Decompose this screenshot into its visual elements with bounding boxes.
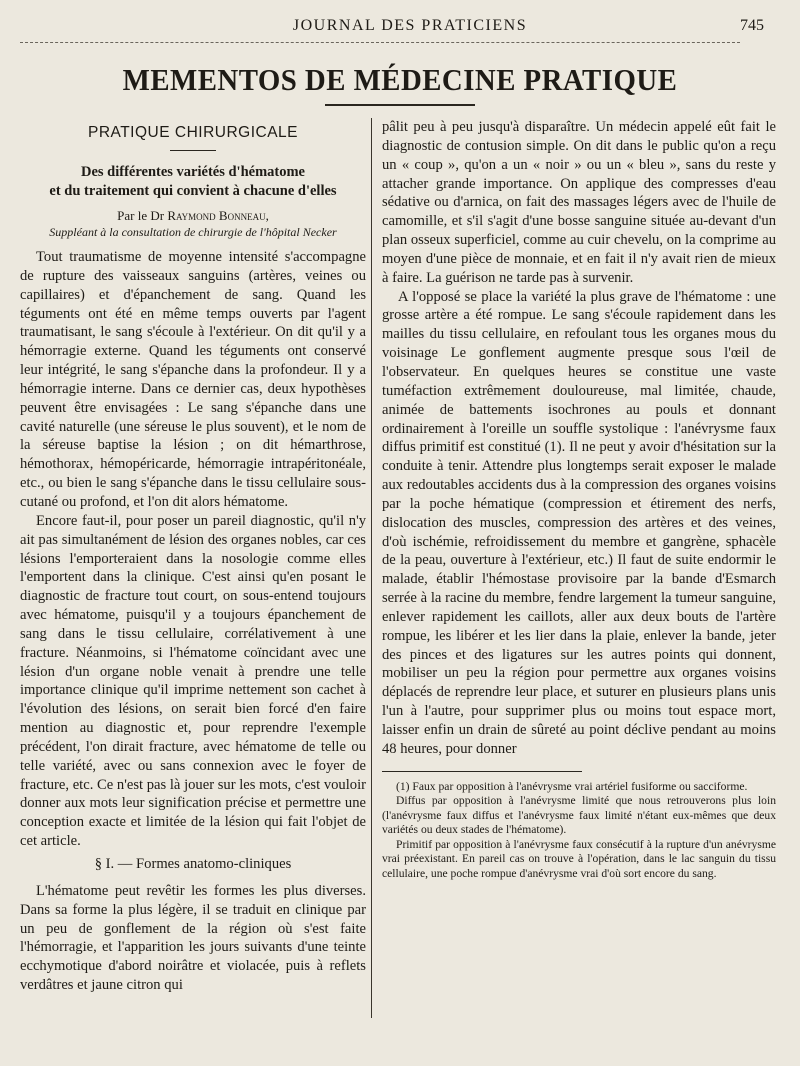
running-title: JOURNAL DES PRATICIENS <box>292 17 528 34</box>
running-head <box>0 14 800 38</box>
paragraph: Encore faut-il, pour poser un pareil diagnostic, qu'il n'y ait pas simultanément de lésion des organes nobles, car ces lésions l'emporteraient dans la nosologie comme elles l'emportent dans la clinique. C'est ainsi qu'en posant le diagnostic de fracture tout court, on sous-entend toujours avec hématome, puisqu'il y a toujours épanchement de sang dans le tissu cellulaire, corrélativement à une fracture. Néanmoins, si l'hématome coïncidant avec une lésion d'un organe noble venait à prendre une telle importance clinique qu'il imprime nettement son cachet à l'évolution des lésions, on serait bien forcé d'en faire mention au diagnostic et, pour reprendre l'exemple précédent, l'on dirait fracture, avec hématome de telle ou telle variété, avec ou sans connexion avec le foyer de fracture, etc. Ce n'est pas là jouer sur les mots, c'est vouloir donner aux mots leur signification précise et permettre une conception exacte et limitée de la lésion qui fait l'objet de cet article. <box>20 512 366 850</box>
article-title <box>20 163 366 201</box>
article-title-line-2: et du traitement qui convient à chacune d'elles <box>49 183 337 199</box>
footnote: Primitif par opposition à l'anévrysme faux consécutif à la rupture d'un anévrysme vrai préexistant. En pareil cas on trouve à l'opération, dans le lac sanguin du tissu cellulaire, une poche rompue d'anévrysme vrai d'où sort encore du sang. <box>382 837 776 880</box>
footnote: (1) Faux par opposition à l'anévrysme vrai artériel fusiforme ou sacciforme. <box>396 779 748 793</box>
author-prefix: Par le Dr <box>117 208 165 223</box>
page-number: 745 <box>740 17 764 34</box>
section-rule <box>170 150 216 151</box>
right-body <box>382 118 776 759</box>
left-body <box>20 248 366 995</box>
paragraph: pâlit peu à peu jusqu'à disparaître. Un médecin appelé eût fait le diagnostic de contusion simple. On dit dans le public qu'on a reçu un « coup », qu'on a un « noir » ou un « bleu », sans du reste y attacher grande importance. On applique des compresses d'eau sédative ou d'arnica, on fait des massages légers avec de l'huile de camomille, et s'il s'agit d'une bosse sanguine située au-devant d'un plan osseux superficiel, comme au cuir chevelu, on la comprime au moyen d'une pièce de monnaie, et en fait il n'y avait rien de mieux à faire. La guérison ne tarde pas à survenir. <box>382 119 776 286</box>
footnote: Diffus par opposition à l'anévrysme limité que nous retrouverons plus loin (l'anévrysme faux diffus et l'anévrysme faux limité n'étant eux-mêmes que deux variétés ou deux stades de l'hématome). <box>382 794 776 837</box>
paragraph: L'hématome peut revêtir les formes les plus diverses. Dans sa forme la plus légère, il se traduit en clinique par un peu de gonflement de la région où s'est faite l'hémorragie, et l'apparition les jours suivants d'une teinte ecchymotique d'abord noirâtre et violacée, puis à reflets verdâtres et jaune citron qui <box>20 882 366 994</box>
paragraph: A l'opposé se place la variété la plus grave de l'hématome : une grosse artère a été rompue. Le sang s'écoule rapidement dans les mailles du tissu cellulaire, en refoulant tous les organes mous du voisinage Le gonflement augmente presque sous l'œil de l'observateur. En quelques heures se constitue une vaste tuméfaction extrêmement douloureuse, mal limitée, chaude, animée de battements isochrones au pouls et donnant ordinairement à l'oreille un souffle systolique : l'anévrysme faux diffus primitif est constitué (1). Il ne peut y avoir d'hésitation sur la conduite à tenir. Attendre plus longtemps serait exposer le malade aux redoutables accidents dus à la compression des organes voisins par la poche hématique (compression et étirement des nerfs, dislocation des muscles, compression des artères et des veines, d'où ischémie, refroidissement du membre et gangrène, sphacèle de la peau, ouverture à l'extérieur, etc.) Il faut de suite endormir le malade, établir l'hémostase provisoire par la bande d'Esmarch serrée à la racine du membre, fendre largement la tumeur sanguine, enlever rapidement les caillots, aller aux deux bouts de l'artère rompue, les libérer et les lier dans la plaie, enlever la bande, jeter des pinces et des ligatures sur les autres points qui donnent, mobiliser un peu la région pour permettre aux organes voisins déplacés de reprendre leur place, et suturer en plusieurs plans unis l'un à l'autre, pour supprimer plus ou moins tout espace mort, laisser enfin un drain de sûreté au point déclive pendant au moins 48 heures, pour donner <box>382 288 776 757</box>
article-title-line-1: Des différentes variétés d'hématome <box>80 164 305 180</box>
footnote-rule <box>382 771 582 772</box>
right-column <box>382 118 776 881</box>
main-title: MEMENTOS DE MÉDECINE PRATIQUE <box>122 62 678 97</box>
author-name: Raymond Bonneau, <box>167 208 269 223</box>
article-author <box>20 207 366 224</box>
title-rule <box>325 104 475 106</box>
column-divider <box>371 118 372 1018</box>
author-affiliation: Suppléant à la consultation de chirurgie de l'hôpital Necker <box>49 225 337 239</box>
left-column <box>20 120 366 995</box>
paragraph: Tout traumatisme de moyenne intensité s'accompagne de rupture des vaisseaux sanguins (artères, veines ou capillaires) et d'épanchement de sang. Quand les téguments ont été en même temps ouverts par l'agent traumatisant, le sang s'écoule à l'extérieur. On dit qu'il y a hémorragie externe. Quand les téguments ont conservé leur intégrité, le sang s'épanche dans la profondeur. Il y a hémorragie interne. Dans ce dernier cas, deux hypothèses peuvent être envisagées : Le sang s'épanche dans une cavité naturelle (une séreuse le plus souvent), et le nom de la séreuse baptise la lésion ; on dit hémarthrose, hémothorax, hémopéricarde, hémorragie intrapéritonéale, etc., ou bien le sang s'épanche dans le tissu cellulaire sous-cutané ou profond, et l'on dit alors hématome. <box>20 249 366 510</box>
header-rule <box>20 42 740 43</box>
section-title: PRATIQUE CHIRURGICALE <box>87 124 299 141</box>
footnotes <box>382 780 776 882</box>
subsection-heading: § I. — Formes anatomo-cliniques <box>94 856 292 872</box>
